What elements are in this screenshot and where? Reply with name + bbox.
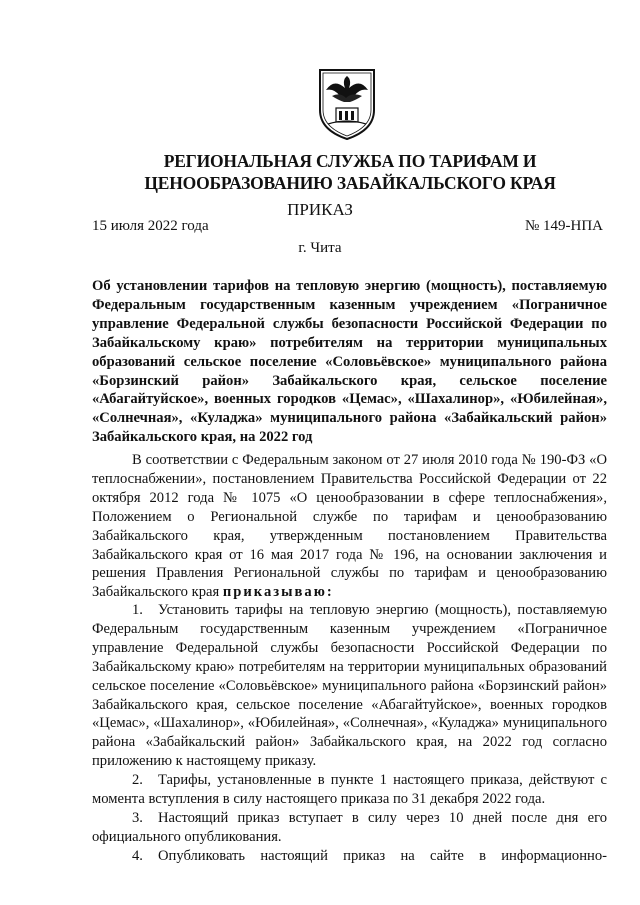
order-item-text: Тарифы, установленные в пункте 1 настоящего приказа, действуют с момента вступления в силу настоящего приказа по 31 декабря 2022 года. (92, 772, 607, 808)
order-item-number: 4. (132, 847, 143, 864)
document-date: 15 июля 2022 года (92, 218, 209, 234)
order-item-number: 3. (132, 809, 143, 826)
organization-name (90, 150, 610, 194)
document-city: г. Чита (298, 240, 342, 256)
order-item-number: 2. (132, 772, 143, 789)
order-item-text: Настоящий приказ вступает в силу через 10 дней после дня его официального опубликования. (92, 809, 607, 845)
organization-name-line1: РЕГИОНАЛЬНАЯ СЛУЖБА ПО ТАРИФАМ И (163, 151, 537, 171)
order-subject: Об установлении тарифов на тепловую энергию (мощность), поставляемую Федеральным государственным казенным учреждением «Пограничное управление Федеральной службы безопасности Российской Федерации по Забайкальскому краю» потребителям на территории муниципальных образований сельское поселение «Соловьёвское» муниципального района «Борзинский район» Забайкальского края, сельское поселение «Абагайтуйское», военных городков «Цемас», «Шахалинор», «Юбилейная», «Солнечная», «Куладжа» муниципального района «Забайкальский район» Забайкальского края, на 2022 год (92, 278, 607, 446)
document-type: ПРИКАЗ (287, 200, 353, 219)
order-item-text: Опубликовать настоящий приказ на сайте в информационно- (158, 847, 607, 864)
document-number: № 149-НПА (524, 218, 603, 234)
coat-of-arms-emblem (312, 66, 382, 142)
order-item (92, 601, 607, 771)
preamble-text: В соответствии с Федеральным законом от 27 июля 2010 года № 190-ФЗ «О теплоснабжении», постановлением Правительства Российской Федерации от 22 октября 2012 года № 1075 «О ценообразовании в сфере теплоснабжения», Положением о Региональной службе по тарифам и ценообразованию Забайкальского края, утвержденным постановлением Правительства Забайкальского края от 16 мая 2017 года № 196, на основании заключения и решения Правления Региональной службы по тарифам и ценообразованию Забайкальского края (92, 452, 607, 601)
preamble-paragraph (92, 451, 607, 602)
decree-word: приказываю: (222, 584, 334, 601)
order-items (92, 601, 607, 866)
order-item (92, 847, 607, 866)
order-item-text: Установить тарифы на тепловую энергию (мощность), поставляемую Федеральным государственным казенным учреждением «Пограничное управление Федеральной службы безопасности Российской Федерации по Забайкальскому краю» потребителям на территории муниципальных образований сельское поселение «Соловьёвское» муниципального района «Борзинский район» Забайкальского края, сельское поселение «Абагайтуйское», военных городков «Цемас», «Шахалинор», «Юбилейная», «Солнечная», «Куладжа» муниципального района «Забайкальский район» Забайкальского края, на 2022 год согласно приложению к настоящему приказу. (92, 602, 607, 770)
organization-name-line2: ЦЕНООБРАЗОВАНИЮ ЗАБАЙКАЛЬСКОГО КРАЯ (144, 173, 556, 193)
order-item-number: 1. (132, 602, 143, 618)
order-item (92, 809, 607, 847)
order-item (92, 771, 607, 809)
